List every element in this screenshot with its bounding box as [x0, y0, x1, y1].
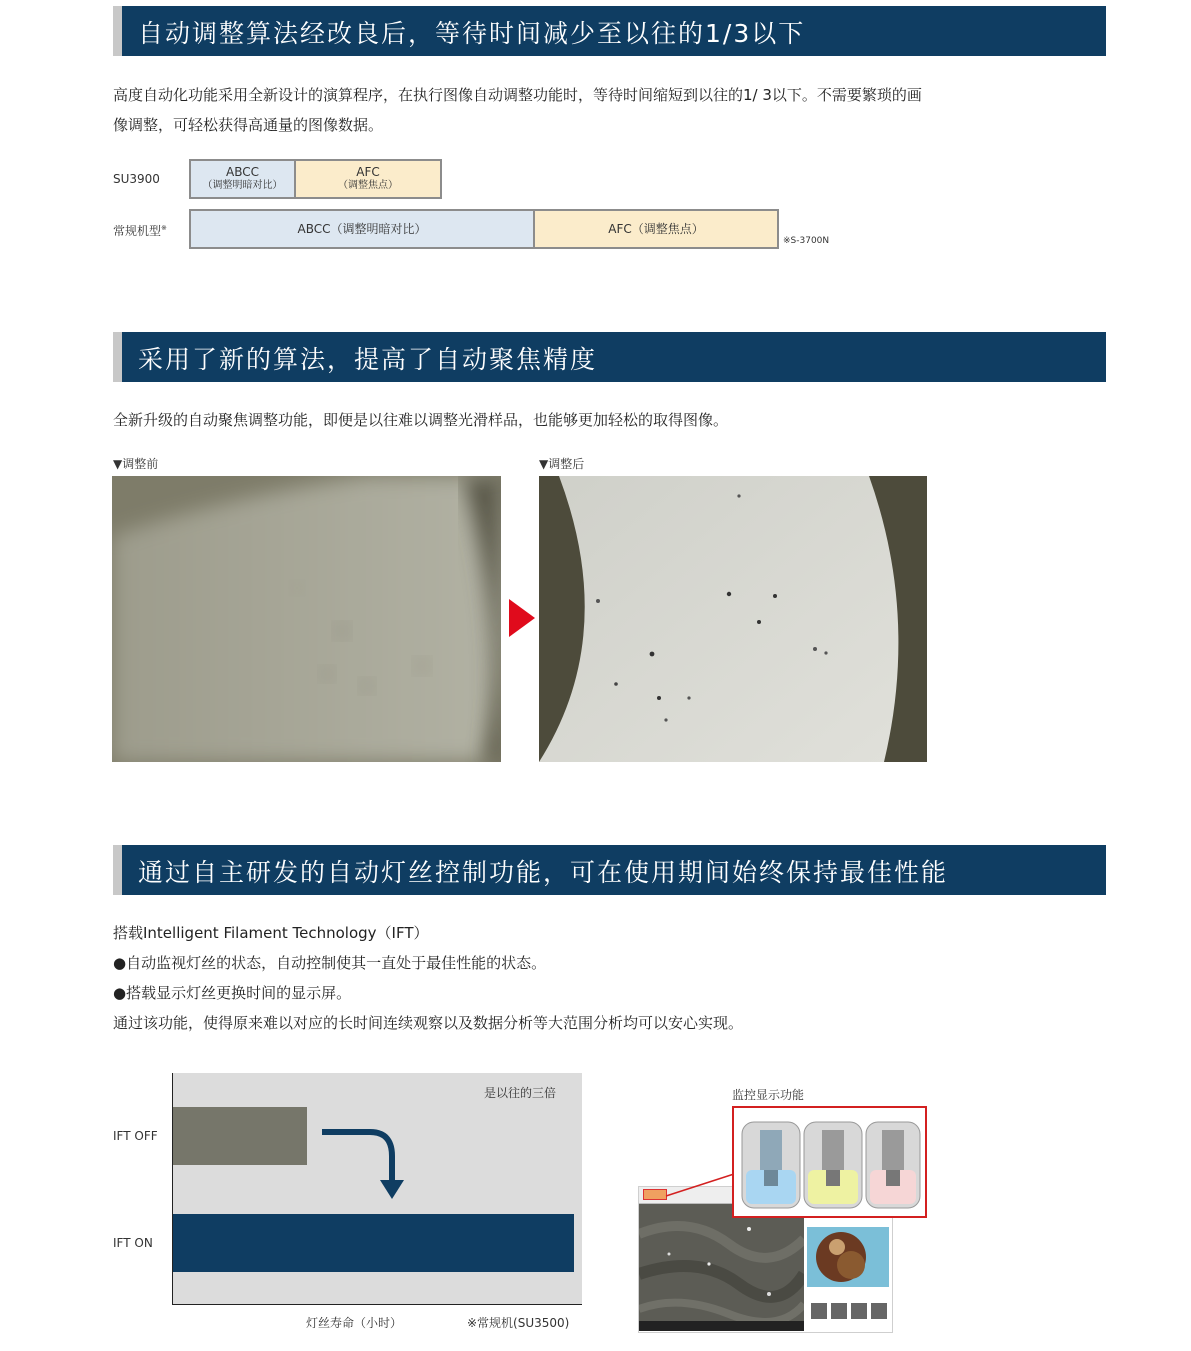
su3900-afc-box — [294, 159, 442, 199]
ift-on-label: IFT ON — [113, 1236, 153, 1250]
before-label: ▼调整前 — [113, 457, 159, 471]
red-triangle-arrow-icon — [509, 599, 535, 637]
section3-line4: 通过该功能，使得原来难以对应的长时间连续观察以及数据分析等大范围分析均可以安心实现。 — [113, 1014, 744, 1032]
monitor-side-panel — [807, 1227, 889, 1287]
after-label: ▼调整后 — [539, 457, 585, 471]
su3900-afc-sub: （调整焦点） — [338, 180, 398, 191]
section3-text — [113, 918, 1113, 1038]
su3900-afc-label: AFC — [356, 165, 380, 179]
monitor-sem-image — [639, 1204, 804, 1331]
su3900-label: SU3900 — [113, 172, 160, 186]
sample-overview-svg — [807, 1227, 889, 1287]
ift-off-label: IFT OFF — [113, 1129, 158, 1143]
section1-text — [113, 80, 1113, 140]
curved-arrow-icon — [318, 1122, 408, 1202]
section3-line1: 搭载Intelligent Filament Technology（IFT） — [113, 924, 429, 942]
su3900-abcc-sub: （调整明暗对比） — [202, 180, 283, 191]
conventional-abcc-label: ABCC（调整明暗对比） — [297, 222, 427, 236]
thumb-3 — [851, 1303, 867, 1319]
filament-status-callout — [732, 1106, 927, 1218]
monitor-label: 监控显示功能 — [732, 1088, 805, 1102]
section2-title: 采用了新的算法，提高了自动聚焦精度 — [138, 345, 598, 374]
before-image — [112, 476, 501, 762]
after-image — [539, 476, 927, 762]
filament-status-icons — [734, 1108, 925, 1216]
sem-texture-svg — [639, 1204, 804, 1331]
ift-off-bar — [173, 1107, 307, 1165]
chart-xlabel: 灯丝寿命（小时） — [306, 1316, 403, 1330]
before-image-svg — [112, 476, 501, 762]
section1-title: 自动调整算法经改良后，等待时间减少至以往的1/3以下 — [138, 19, 806, 48]
section1-banner — [113, 6, 1106, 56]
section3-line2: ●自动监视灯丝的状态，自动控制使其一直处于最佳性能的状态。 — [113, 954, 547, 972]
conventional-label — [113, 222, 167, 239]
chart-note: ※常规机(SU3500) — [467, 1316, 570, 1330]
section3-line3: ●搭载显示灯丝更换时间的显示屏。 — [113, 984, 352, 1002]
section1-text-line1: 高度自动化功能采用全新设计的演算程序，在执行图像自动调整功能时，等待时间缩短到以往的1/ 3以下。不需要繁琐的画 — [113, 86, 922, 104]
callout-line — [640, 1170, 740, 1200]
thumb-4 — [871, 1303, 887, 1319]
su3900-abcc-label: ABCC — [226, 165, 259, 179]
conventional-note: ※S-3700N — [783, 236, 830, 246]
section2-text: 全新升级的自动聚焦调整功能，即便是以往难以调整光滑样品，也能够更加轻松的取得图像。 — [113, 411, 729, 429]
conventional-afc-box — [533, 209, 779, 249]
section1-text-line2: 像调整，可轻松获得高通量的图像数据。 — [113, 116, 384, 134]
section3-banner — [113, 845, 1106, 895]
conventional-label-text: 常规机型 — [113, 224, 162, 238]
chart-annotation: 是以往的三倍 — [484, 1086, 557, 1100]
section2-banner — [113, 332, 1106, 382]
conventional-mark: ※ — [161, 224, 167, 232]
after-image-svg — [539, 476, 927, 762]
thumb-2 — [831, 1303, 847, 1319]
conventional-abcc-box — [189, 209, 535, 249]
conventional-afc-label: AFC（调整焦点） — [608, 222, 704, 236]
su3900-abcc-box — [189, 159, 296, 199]
section3-title: 通过自主研发的自动灯丝控制功能，可在使用期间始终保持最佳性能 — [138, 858, 949, 887]
thumb-1 — [811, 1303, 827, 1319]
ift-chart-x-axis — [172, 1304, 582, 1305]
ift-on-bar — [173, 1214, 574, 1272]
